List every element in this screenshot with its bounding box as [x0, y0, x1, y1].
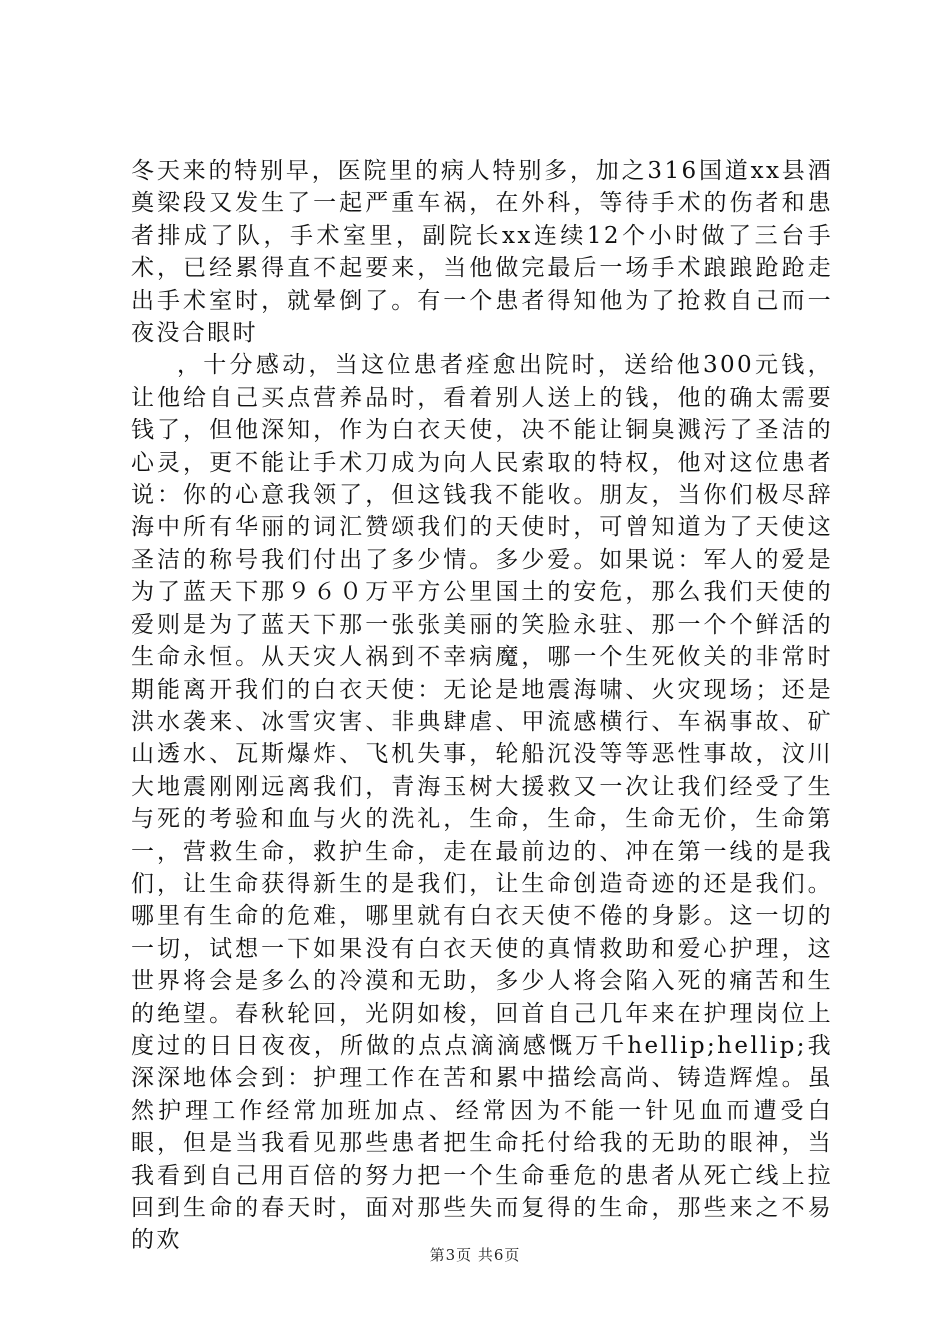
document-body	[131, 155, 833, 1257]
paragraph-1: 冬天来的特别早，医院里的病人特别多，加之316国道xx县酒奠梁段又发生了一起严重车祸，在外科，等待手术的伤者和患者排成了队，手术室里，副院长xx连续12个小时做了三台手术，已经累得直不起要来，当他做完最后一场手术踉踉跄跄走出手术室时，就晕倒了。有一个患者得知他为了抢救自己而一夜没合眼时	[131, 158, 833, 347]
paragraph-2: ，十分感动，当这位患者痊愈出院时，送给他300元钱，让他给自己买点营养品时，看着别人送上的钱，他的确太需要钱了，但他深知，作为白衣天使，决不能让铜臭溅污了圣洁的心灵，更不能让手术刀成为向人民索取的特权，他对这位患者说：你的心意我领了，但这钱我不能收。朋友，当你们极尽辞海中所有华丽的词汇赞颂我们的天使时，可曾知道为了天使这圣洁的称号我们付出了多少情。多少爱。如果说：军人的爱是为了蓝天下那９６０万平方公里国土的安危，那么我们天使的爱则是为了蓝天下那一张张美丽的笑脸永驻、那一个个鲜活的生命永恒。从天灾人祸到不幸病魔，哪一个生死攸关的非常时期能离开我们的白衣天使：无论是地震海啸、火灾现场；还是洪水袭来、冰雪灾害、非典肆虐、甲流感横行、车祸事故、矿山透水、瓦斯爆炸、飞机失事，轮船沉没等等恶性事故，汶川大地震刚刚远离我们，青海玉树大援救又一次让我们经受了生与死的考验和血与火的洗礼，生命，生命，生命无价，生命第一，营救生命，救护生命，走在最前边的、冲在第一线的是我们，让生命获得新生的是我们，让生命创造奇迹的还是我们。哪里有生命的危难，哪里就有白衣天使不倦的身影。这一切的一切，试想一下如果没有白衣天使的真情救助和爱心护理，这世界将会是多么的冷漠和无助，多少人将会陷入死的痛苦和生的绝望。春秋轮回，光阴如梭，回首自己几年来在护理岗位上度过的日日夜夜，所做的点点滴滴感慨万千hellip;hellip;我深深地体会到：护理工作在苦和累中描绘高尚、铸造辉煌。虽然护理工作经常加班加点、经常因为不能一针见血而遭受白眼，但是当我看见那些患者把生命托付给我的无助的眼神，当我看到自己用百倍的努力把一个生命垂危的患者从死亡线上拉回到生命的春天时，面对那些失而复得的生命，那些来之不易的欢	[131, 352, 833, 1254]
page-number-footer: 第3页 共6页	[429, 1246, 521, 1264]
